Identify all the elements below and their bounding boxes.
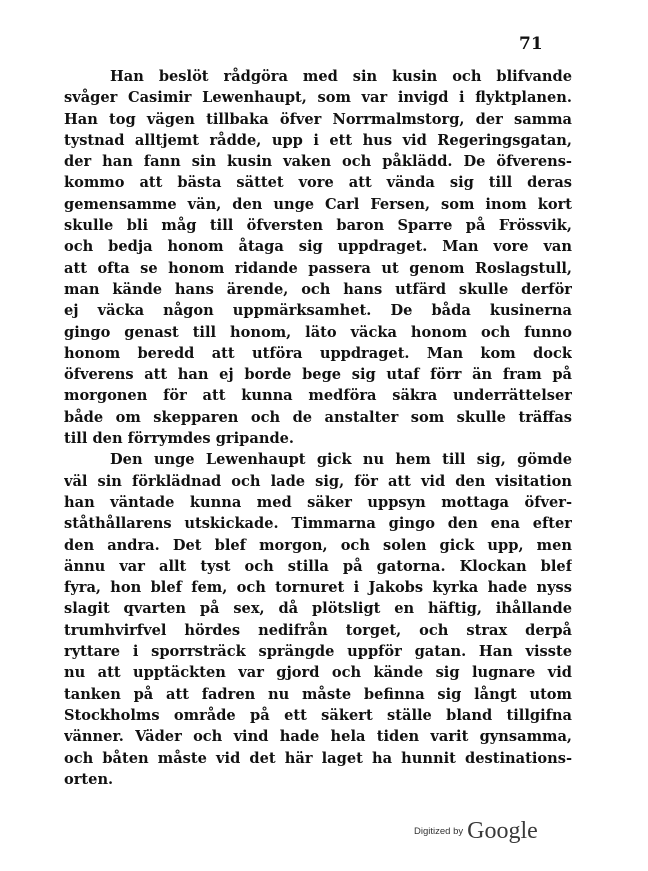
text-line: till den förrymdes gripande. bbox=[64, 430, 295, 448]
text-line: tystnad alltjemt rådde, upp i ett hus vid Regeringsgatan, bbox=[64, 131, 572, 149]
text-line: och bedja honom åtaga sig uppdraget. Man vore van bbox=[64, 238, 572, 256]
text-line: väl sin förklädnad och lade sig, för att vid den visitation bbox=[64, 472, 572, 490]
text-line: der han fann sin kusin vaken och påklädd. De öfverens- bbox=[64, 153, 572, 171]
text-line: trumhvirfvel hördes nedifrån torget, och strax derpå bbox=[64, 621, 572, 639]
text-line: att ofta se honom ridande passera ut genom Roslagstull, bbox=[64, 259, 572, 277]
text-line: gingo genast till honom, läto väcka honom och funno bbox=[64, 323, 572, 341]
text-line: morgonen för att kunna medföra säkra underrättelser bbox=[64, 387, 572, 405]
text-line: ryttare i sporrsträck sprängde uppför gatan. Han visste bbox=[64, 643, 572, 661]
text-line: slagit qvarten på sex, då plötsligt en häftig, ihållande bbox=[64, 600, 572, 618]
text-line: svåger Casimir Lewenhaupt, som var invigd i flyktplanen. bbox=[64, 89, 572, 107]
text-line: Han tog vägen tillbaka öfver Norrmalmstorg, der samma bbox=[64, 110, 572, 128]
digitized-by-google-watermark bbox=[414, 818, 538, 845]
text-line: Han beslöt rådgöra med sin kusin och blifvande bbox=[110, 68, 572, 85]
text-line: skulle bli måg till öfversten baron Sparre på Frössvik, bbox=[64, 217, 572, 235]
text-line: Den unge Lewenhaupt gick nu hem till sig, gömde bbox=[110, 451, 572, 469]
text-line: man kände hans ärende, och hans utfärd skulle derför bbox=[64, 280, 572, 298]
google-logo-text: Google bbox=[467, 818, 538, 844]
text-line: både om skepparen och de anstalter som skulle träffas bbox=[64, 408, 572, 426]
text-line: fyra, hon blef fem, och tornuret i Jakobs kyrka hade nyss bbox=[64, 579, 572, 597]
text-line: honom beredd att utföra uppdraget. Man kom dock bbox=[64, 344, 572, 362]
text-line: ståthållarens utskickade. Timmarna gingo den ena efter bbox=[64, 515, 572, 533]
text-line: kommo att bästa sättet vore att vända sig till deras bbox=[64, 174, 572, 192]
text-line: öfverens att han ej borde bege sig utaf förr än fram på bbox=[64, 366, 572, 384]
text-line: nu att upptäckten var gjord och kände sig lugnare vid bbox=[64, 664, 572, 682]
page-number: 71 bbox=[519, 34, 543, 54]
text-line: och båten måste vid det här laget ha hunnit destinations- bbox=[64, 749, 572, 767]
text-line: han väntade kunna med säker uppsyn mottaga öfver- bbox=[64, 493, 572, 511]
text-line: vänner. Väder och vind hade hela tiden varit gynsamma, bbox=[64, 728, 572, 746]
digitized-by-label: Digitized by bbox=[414, 826, 464, 837]
text-line: gemensamme vän, den unge Carl Fersen, som inom kort bbox=[64, 195, 572, 213]
paragraph bbox=[64, 66, 572, 449]
text-line: Stockholms område på ett säkert ställe bland tillgifna bbox=[64, 706, 572, 724]
text-line: ännu var allt tyst och stilla på gatorna. Klockan blef bbox=[64, 557, 572, 575]
text-line: ej väcka någon uppmärksamhet. De båda kusinerna bbox=[64, 302, 572, 320]
text-line: tanken på att fadren nu måste befinna sig långt utom bbox=[64, 685, 572, 703]
paragraph bbox=[64, 449, 572, 790]
body-text bbox=[64, 66, 572, 790]
text-line: orten. bbox=[64, 770, 114, 788]
text-line: den andra. Det blef morgon, och solen gick upp, men bbox=[64, 536, 572, 554]
